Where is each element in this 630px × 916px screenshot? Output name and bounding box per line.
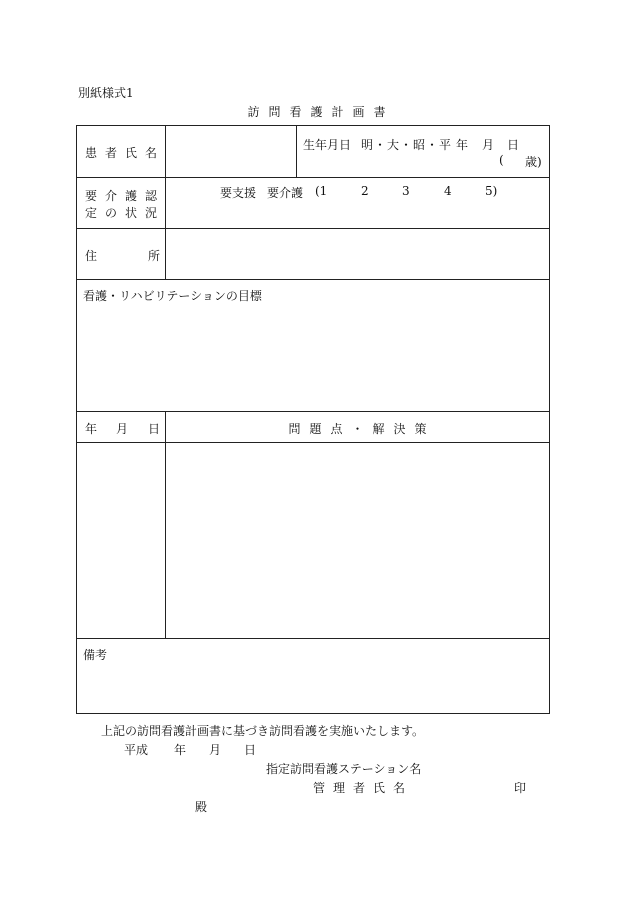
support-required-option[interactable]: 要支援	[220, 186, 257, 200]
problems-entry-field[interactable]	[171, 448, 543, 632]
care-level-label-line1	[85, 187, 157, 204]
goal-field[interactable]	[83, 308, 543, 404]
row-divider	[77, 228, 549, 229]
label-char: 況	[144, 206, 157, 220]
label-char: 状	[124, 206, 137, 220]
page-title: 訪問看護計画書	[247, 105, 395, 119]
care-level-4[interactable]: 4	[444, 184, 452, 198]
age-open-paren: (	[499, 153, 504, 167]
remarks-label: 備考	[83, 648, 108, 662]
implementation-statement: 上記の訪問看護計画書に基づき訪問看護を実施いたします。	[101, 724, 425, 738]
problems-header: 問題点・解決策	[288, 422, 436, 436]
date-era: 平成	[124, 743, 149, 757]
label-char: 名	[144, 146, 157, 160]
birth-day-label: 日	[507, 138, 520, 152]
row-divider	[77, 442, 549, 443]
nursing-plan-table	[76, 125, 550, 714]
birth-date-label: 生年月日	[303, 138, 352, 152]
col-divider	[296, 126, 297, 177]
label-char: 氏	[124, 146, 137, 160]
label-char: 者	[104, 146, 117, 160]
row-divider	[77, 177, 549, 178]
label-char: 護	[124, 189, 137, 203]
date-col-month: 月	[116, 422, 129, 436]
footer-month-label: 月	[209, 743, 222, 757]
care-level-1[interactable]: (1	[315, 184, 328, 198]
footer-day-label: 日	[244, 743, 257, 757]
label-char: 認	[144, 189, 157, 203]
birth-month-label: 月	[482, 138, 495, 152]
footer-year-label: 年	[174, 743, 187, 757]
goal-label: 看護・リハビリテーションの目標	[83, 289, 262, 303]
row-divider	[77, 638, 549, 639]
seal-label: 印	[514, 781, 527, 795]
label-char: の	[104, 206, 117, 220]
address-label-left: 住	[85, 249, 98, 263]
row-divider	[77, 279, 549, 280]
patient-name-field[interactable]	[177, 140, 287, 168]
patient-name-label	[85, 144, 157, 161]
address-label-right: 所	[148, 249, 161, 263]
birth-year-label: 年	[456, 138, 469, 152]
care-required-option[interactable]: 要介護	[267, 186, 304, 200]
honorific: 殿	[195, 800, 208, 814]
age-label: 歳)	[525, 155, 542, 169]
label-char: 要	[85, 189, 98, 203]
label-char: 患	[85, 146, 98, 160]
manager-name-label: 管理者氏名	[313, 781, 414, 795]
care-level-3[interactable]: 3	[402, 184, 410, 198]
col-divider	[165, 411, 166, 638]
birth-era-options: 明・大・昭・平	[361, 138, 453, 152]
date-col-year: 年	[85, 422, 98, 436]
label-char: 介	[104, 189, 117, 203]
date-entry-field[interactable]	[81, 448, 161, 632]
label-char: 定	[85, 206, 98, 220]
remarks-field[interactable]	[83, 666, 543, 706]
care-level-label-line2	[85, 204, 157, 221]
care-level-2[interactable]: 2	[361, 184, 369, 198]
form-id: 別紙様式1	[78, 86, 134, 100]
address-field[interactable]	[177, 238, 537, 270]
date-col-day: 日	[148, 422, 161, 436]
col-divider	[165, 126, 166, 279]
care-level-5[interactable]: 5)	[485, 184, 498, 198]
row-divider	[77, 411, 549, 412]
station-name-label: 指定訪問看護ステーション名	[266, 762, 422, 776]
